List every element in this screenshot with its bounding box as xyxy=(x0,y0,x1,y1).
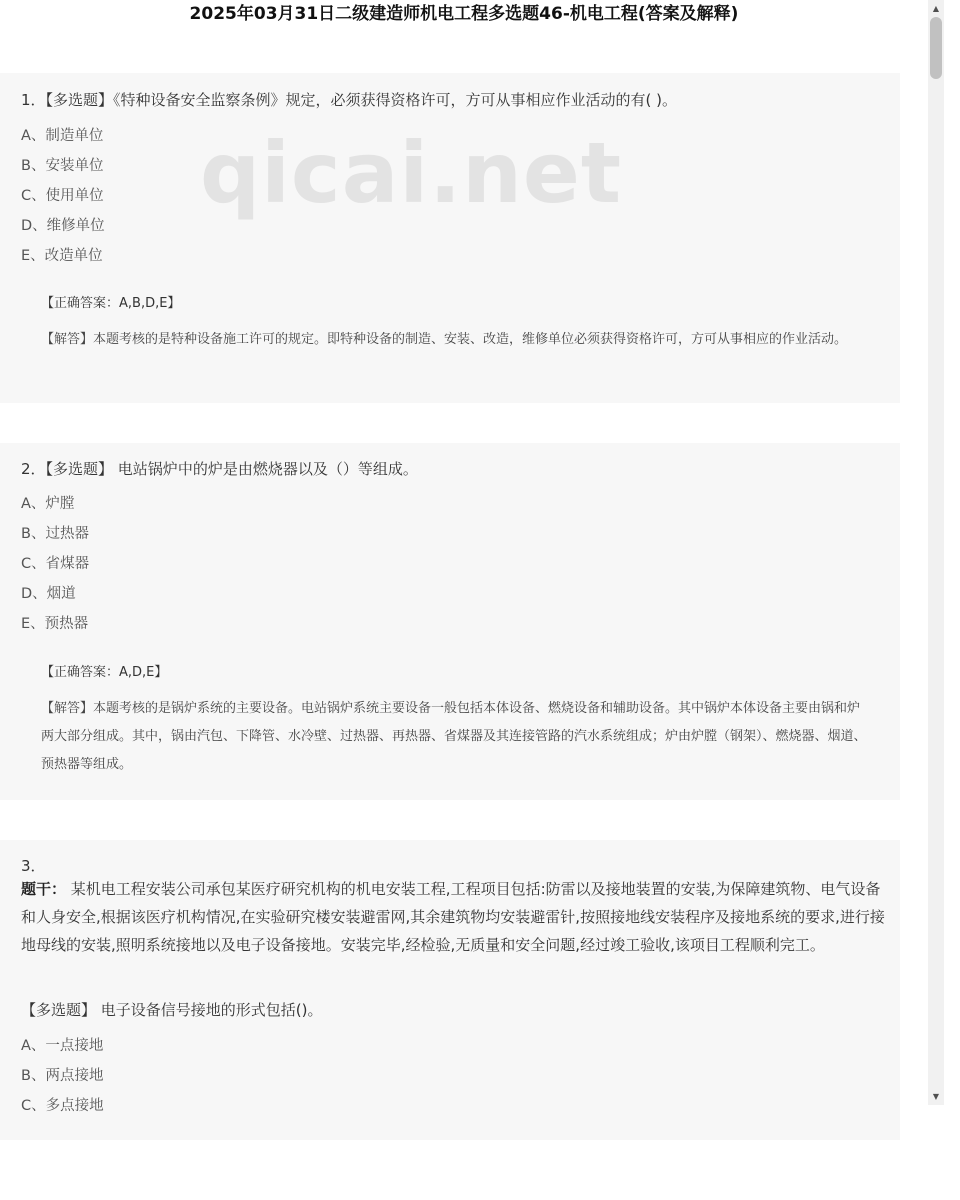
question-card xyxy=(0,73,900,403)
question-text: 2．【多选题】 电站锅炉中的炉是由燃烧器以及（）等组成。 xyxy=(21,460,418,478)
question-text: 【多选题】 电子设备信号接地的形式包括()。 xyxy=(21,1001,323,1019)
explanation: 【解答】本题考核的是锅炉系统的主要设备。电站锅炉系统主要设备一般包括本体设备、燃烧设备和辅助设备。其中锅炉本体设备主要由锅和炉两大部分组成。其中，锅由汽包、下降管、水冷壁、过热器、再热器、省煤器及其连接管路的汽水系统组成；炉由炉膛（钢架）、燃烧器、烟道、预热器等组成。 xyxy=(41,701,867,772)
correct-answer: 【正确答案：A,D,E】 xyxy=(41,665,168,680)
watermark: qicai.net xyxy=(200,124,623,222)
option-d: D、烟道 xyxy=(21,586,76,602)
scrollbar-thumb[interactable] xyxy=(930,17,942,79)
page-title: 2025年03月31日二级建造师机电工程多选题46-机电工程(答案及解释) xyxy=(189,4,739,24)
option-b: B、过热器 xyxy=(21,526,89,542)
option-b: B、两点接地 xyxy=(21,1068,104,1084)
option-a: A、炉膛 xyxy=(21,496,75,512)
option-e: E、改造单位 xyxy=(21,248,103,264)
correct-answer: 【正确答案：A,B,D,E】 xyxy=(41,296,181,311)
option-b: B、安装单位 xyxy=(21,158,104,174)
scroll-down-arrow-icon[interactable]: ▼ xyxy=(932,1092,940,1101)
option-c: C、多点接地 xyxy=(21,1098,104,1114)
question-stem xyxy=(21,875,891,959)
option-e: E、预热器 xyxy=(21,616,89,632)
question-card xyxy=(0,443,900,800)
explanation: 【解答】本题考核的是特种设备施工许可的规定。即特种设备的制造、安装、改造，维修单位必须获得资格许可，方可从事相应的作业活动。 xyxy=(41,332,848,347)
stem-label: 题干： xyxy=(21,880,67,898)
option-c: C、使用单位 xyxy=(21,188,104,204)
option-a: A、一点接地 xyxy=(21,1038,104,1054)
question-card xyxy=(0,840,900,1140)
option-a: A、制造单位 xyxy=(21,128,104,144)
vertical-scrollbar[interactable] xyxy=(928,0,944,1105)
scroll-up-arrow-icon[interactable]: ▲ xyxy=(932,4,940,13)
question-number: 3． xyxy=(21,857,46,875)
option-d: D、维修单位 xyxy=(21,218,105,234)
option-c: C、省煤器 xyxy=(21,556,90,572)
stem-text: 某机电工程安装公司承包某医疗研究机构的机电安装工程,工程项目包括:防雷以及接地装置的安装,为保障建筑物、电气设备和人身安全,根据该医疗机构情况,在实验研究楼安装避雷网,其余建筑物均安装避雷针,按照接地线安装程序及接地系统的要求,进行接地母线的安装,照明系统接地以及电子设备接地。安装完毕,经检验,无质量和安全问题,经过竣工验收,该项目工程顺利完工。 xyxy=(21,880,885,954)
question-text: 1．【多选题】《特种设备安全监察条例》规定，必须获得资格许可，方可从事相应作业活动的有( )。 xyxy=(21,91,678,109)
